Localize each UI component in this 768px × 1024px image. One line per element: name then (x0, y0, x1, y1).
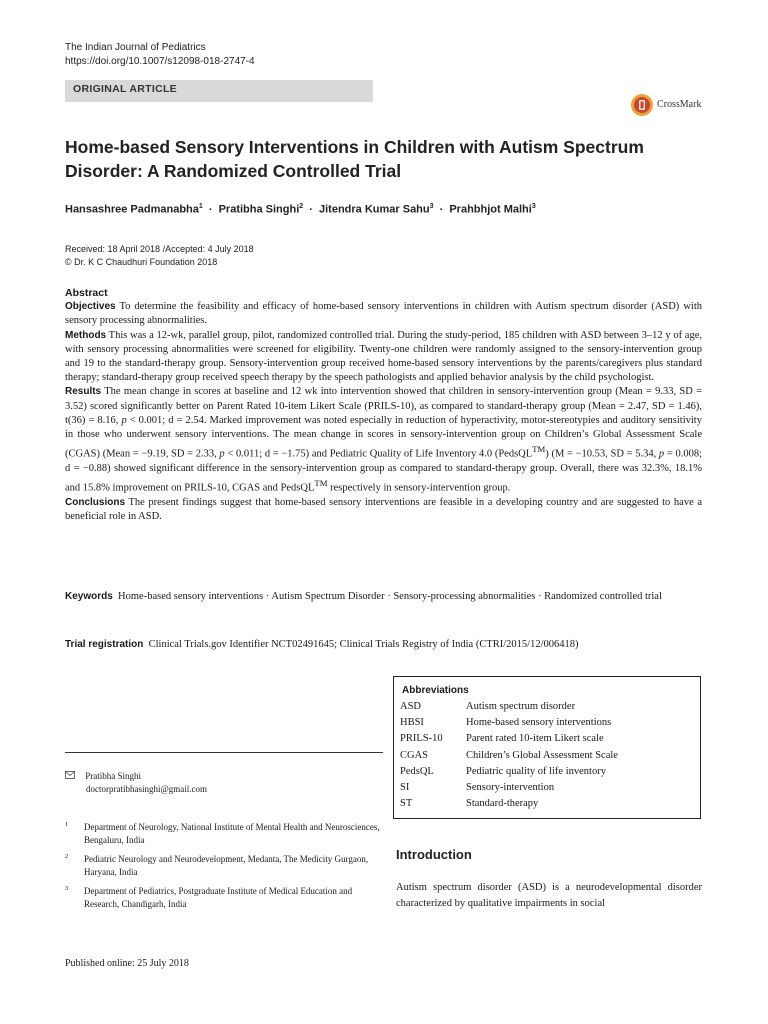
abstract-results (65, 385, 702, 495)
p-value-symbol: p (121, 414, 127, 426)
abbreviation: ASD (400, 701, 422, 712)
abbreviation: PRILS-10 (400, 733, 443, 745)
article-type-label: ORIGINAL ARTICLE (73, 83, 177, 95)
keywords-text: Home-based sensory interventions · Autism Spectrum Disorder · Sensory-processing abnormalities · Randomized controlled trial (118, 591, 662, 602)
abstract-objectives (65, 300, 702, 328)
author-list (65, 203, 705, 216)
affiliation-text: Department of Neurology, National Institute of Mental Health and Neurosciences, Bengaluru, India (84, 822, 380, 845)
methods-text: This was a 12-wk, parallel group, pilot, randomized controlled trial. During the study-period, 185 children with ASD between 3–12 y of age, with sensory processing abnormalities were screened for eligibility. Twenty-one children were randomly assigned to the sensory-intervention group and 19 to the standard-therapy group. Sensory-intervention group received home-based sensory interventions by the parents/caregivers plus standard therapy; standard-therapy group received speech therapy by the speech pathologists and applied behavior analysis by the child psychologist. (65, 329, 702, 384)
abstract-section (65, 286, 702, 524)
abbreviation-definition: Children’s Global Assessment Scale (466, 749, 618, 761)
abbreviation: PedsQL (400, 765, 434, 777)
abbreviation-row (400, 796, 618, 812)
author-name[interactable]: Pratibha Singhi (218, 203, 300, 216)
abbreviation: ST (400, 798, 413, 810)
abbreviation-row (400, 715, 618, 731)
trial-registration-label: Trial registration (65, 639, 144, 650)
results-text: ) (M = −10.53, SD = 5.34, (545, 448, 659, 460)
results-text: = 0.008; d = −0.88) showed significant difference in the sensory-intervention group as compared to standard-therapy group. Overall, there was 32.3%, 18.1% and 15.8% improvement on PRILS-10, CGAS and PedsQL (65, 448, 702, 494)
envelope-icon-svg (65, 771, 75, 779)
article-type-bar (65, 80, 373, 102)
conclusions-label: Conclusions (65, 496, 126, 508)
abbreviation-row (400, 699, 618, 715)
author-affiliation-mark: 3 (531, 203, 536, 210)
abbreviation-row (400, 764, 618, 780)
p-value-symbol: p (658, 448, 665, 460)
abbreviation-definition: Autism spectrum disorder (466, 701, 576, 712)
affiliation-1 (65, 821, 385, 847)
trademark-mark: TM (532, 444, 546, 455)
crossmark-label: CrossMark (657, 99, 702, 110)
crossmark-badge[interactable] (630, 93, 704, 119)
contact-name: Pratibha Singhi (85, 771, 141, 781)
author-affiliation-mark: 1 (198, 203, 203, 210)
author-separator: · (208, 203, 213, 216)
trademark-mark: TM (314, 478, 328, 489)
affiliation-text: Pediatric Neurology and Neurodevelopment, Medanta, The Medicity Gurgaon, Haryana, India (84, 854, 369, 877)
author-separator: · (309, 203, 313, 216)
contact-email[interactable]: doctorpratibhasinghi@gmail.com (86, 784, 208, 794)
author-separator: · (439, 203, 444, 216)
crossmark-icon (630, 93, 654, 117)
affiliation-number: 1 (65, 821, 69, 828)
affiliation-text: Department of Pediatrics, Postgraduate Institute of Medical Education and Research, Chandigarh, India (84, 886, 353, 909)
introduction-text: Autism spectrum disorder (ASD) is a neurodevelopmental disorder characterized by qualitative impairments in social (396, 882, 702, 909)
results-text: < 0.001; d = 2.54. Marked improvement was noted especially in reduction of hyperactivity, motor-stereotypies and auditory sensitivity in those who underwent sensory interventions. The mean change in scores in sensory-intervention group on Children’s Global Assessment Scale (CGAS) (Mean = −9.19, SD = 2.33, (65, 414, 702, 460)
keywords-section (65, 589, 702, 604)
article-title: Home-based Sensory Interventions in Children with Autism Spectrum Disorder: A Randomized Controlled Trial (65, 137, 644, 181)
author-affiliation-mark: 3 (429, 203, 434, 210)
published-online: Published online: 25 July 2018 (65, 958, 189, 969)
abbreviation-definition: Standard-therapy (466, 798, 539, 810)
abbreviation: SI (400, 782, 410, 794)
results-text: < 0.011; d = −1.75) and Pediatric Quality of Life Inventory 4.0 (PedsQL (224, 448, 533, 460)
abbreviations-table (400, 699, 618, 812)
trial-registration-text: Clinical Trials.gov Identifier NCT02491645; Clinical Trials Registry of India (CTRI/2015/12/006418) (148, 639, 579, 650)
abbreviation-definition: Sensory-intervention (466, 782, 555, 794)
abbreviation-row (400, 748, 618, 764)
footnote-divider (65, 752, 383, 753)
abbreviation: HBSI (400, 717, 424, 729)
author-name[interactable]: Jitendra Kumar Sahu (318, 203, 430, 216)
abbreviations-heading: Abbreviations (402, 685, 469, 696)
journal-name: The Indian Journal of Pediatrics (65, 42, 206, 53)
abbreviation-row (400, 731, 618, 747)
doi-link[interactable]: https://doi.org/10.1007/s12098-018-2747-4 (65, 56, 255, 67)
copyright-line: © Dr. K C Chaudhuri Foundation 2018 (65, 257, 218, 267)
conclusions-text: The present findings suggest that home-based sensory interventions are feasible in a developing country and are suggested to have a beneficial role in ASD. (65, 496, 703, 523)
trial-registration (65, 637, 702, 652)
envelope-icon (65, 770, 77, 783)
abbreviations-box (393, 676, 701, 819)
objectives-label: Objectives (65, 301, 116, 313)
affiliation-2 (65, 853, 385, 879)
objectives-text: To determine the feasibility and efficacy of home-based sensory interventions in children with Autism spectrum disorder (ASD) with sensory processing abnormalities. (65, 301, 702, 327)
received-accepted-dates: Received: 18 April 2018 /Accepted: 4 July 2018 (65, 244, 254, 254)
results-text: respectively in sensory-intervention group. (327, 482, 511, 494)
abstract-conclusions (65, 496, 702, 524)
affiliation-number: 2 (65, 853, 69, 860)
abstract-heading: Abstract (65, 287, 108, 299)
abbreviation-definition: Home-based sensory interventions (466, 717, 612, 729)
corresponding-author (65, 770, 207, 796)
abstract-methods (65, 329, 702, 386)
introduction-heading: Introduction (396, 847, 472, 862)
abbreviation-definition: Parent rated 10-item Likert scale (466, 733, 604, 745)
abbreviation-row (400, 780, 618, 796)
methods-label: Methods (65, 329, 107, 341)
keywords-label: Keywords (65, 591, 113, 602)
contact-name-line (65, 770, 207, 783)
results-label: Results (65, 386, 102, 398)
abbreviation-definition: Pediatric quality of life inventory (466, 765, 606, 777)
author-name[interactable]: Prahbhjot Malhi (449, 203, 532, 216)
author-name[interactable]: Hansashree Padmanabha (65, 203, 199, 216)
affiliation-3 (65, 885, 385, 911)
results-text: The mean change in scores at baseline and 12 wk into intervention showed that children in sensory-intervention group (Mean = 9.33, SD = 3.52) scored significantly better on Parent Rated 10-item Likert Scale (PRILS-10), as compared to standard-therapy group (Mean = 2.47, SD = 1.46), t(36) = 8.16, (65, 386, 702, 426)
abbreviation: CGAS (400, 749, 429, 761)
affiliation-number: 3 (65, 885, 69, 892)
p-value-symbol: p (219, 448, 225, 460)
journal-header (65, 41, 255, 69)
article-dates (65, 243, 254, 269)
author-affiliation-mark: 2 (299, 203, 304, 210)
